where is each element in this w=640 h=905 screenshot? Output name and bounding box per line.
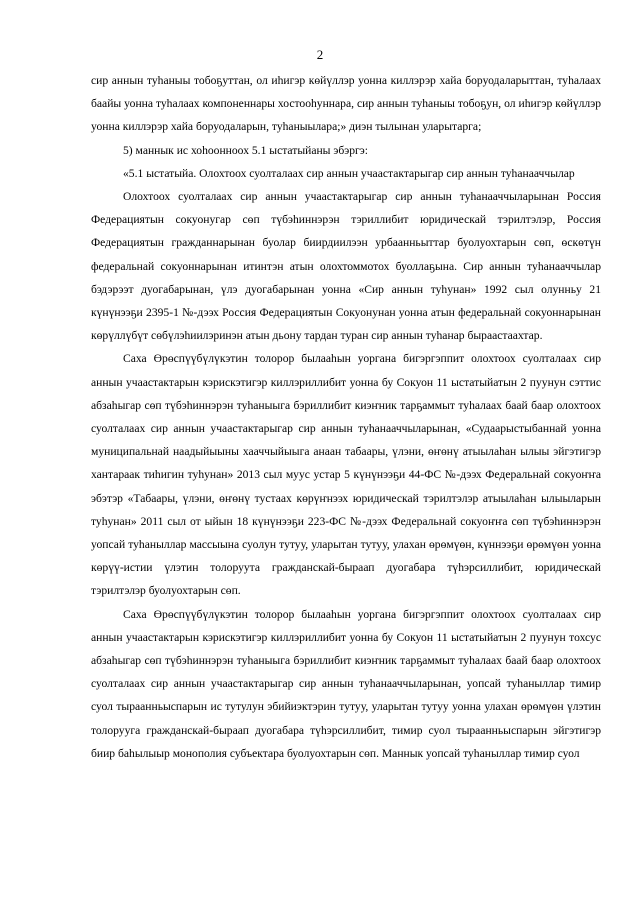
paragraph-amendment-item: 5) маннык ис хоһоонноох 5.1 ыстатыйаны эбэргэ: [123, 143, 368, 157]
document-body [91, 69, 601, 765]
paragraph-article-body-2: Саха Өрөспүүбүлүкэтин толорор былааһын уоргана бигэргэппит олохтоох суолталаах сир аннын учаастактарын кэрискэтигэр киллэриллибит уонна бу Сокуон 11 ыстатыйатын 2 пуунун сэттис абзаһыгар сөп түбэһиннэрэн туһаныыга бэриллибит киэҥник тарҕаммыт туһалаах баай баар олохтоох суолталаах сир аннын учаастактарыгар сир аннын туһанааччыларынан, «Судаарыстыбаннай уонна муниципальнай наадыйыыны хааччыйыыга анаан табаары, үлэни, өҥөнү атыылаһан ылыы эйгэтигэр хантараак тиһигин туһунан» 2013 сыл муус устар 5 күнүнээҕи 44-ФС №-дээх Федеральнай сокуоҥҥа эбэтэр «Табаары, үлэни, өҥөнү тустаах көрүҥнээх юридическай тэрилтэлэр атыылаһан ылыыларын туһунан» 2011 сыл от ыйын 18 күнүнээҕи 223-ФС №-дээх Федеральнай сокуоҥҥа сөп түбэһиннэрэн уопсай туһаныллар массыына суолун тутуу, уларытан тутуу, улахан өрөмүөн, күннээҕи өрөмүөн уонна көрүү-истии үлэтин толоруута гражданскай-быраап дуогабара түһэрсиллибит, юридическай тэрилтэлэр буолуохтарын сөп. [91, 352, 601, 598]
page-number: 2 [316, 47, 324, 62]
paragraph-article-body-1: Олохтоох суолталаах сир аннын учаастактарыгар сир аннын туһанааччыларынан Россия Федерациятын сокуонугар сөп түбэһиннэрэн тэриллибит юридическай тэрилтэлэр, Россия Федерациятын гражданнарынан буолар биирдиилээн урбаанньыттар буолуохтарын сөп, өскөтүн федеральнай сокуоннарынан итинтэн атын олохтоммотох буоллаҕына. Сир аннын туһанааччылар бэдэрээт дуогабарынан, үлэ дуогабарынан уонна «Сир аннын туһунан» 1992 сыл олунньу 21 күнүнээҕи 2395-1 №-дээх Россия Федерациятын Сокуонунан уонна атын федеральнай сокуоннарынан көрүллүбүт сөбүлэһиилэринэн атын дьону тардан туран сир аннын туһанар быраастаахтар. [91, 190, 601, 343]
paragraph-continuation: сир аннын туһаныы тобоҕуттан, ол иһигэр көйүллэр уонна киллэрэр хайа боруодаларыттан, туһалаах баайы уонна туһалаах компоненнары хостооһуннара, сир аннын туһаныы тобоҕун, ол иһигэр көйүллэр уонна киллэрэр хайа боруодаларын, туһаныылара;» диэн тылынан уларытарга; [91, 74, 601, 134]
paragraph-article-body-3: Саха Өрөспүүбүлүкэтин толорор былааһын уоргана бигэргэппит олохтоох суолталаах сир аннын учаастактарын кэрискэтигэр киллэриллибит уонна бу Сокуон 11 ыстатыйатын 2 пуунун тохсус абзаһыгар сөп түбэһиннэрэн туһаныыга бэриллибит киэҥник тарҕаммыт туһалаах баай баар олохтоох суолталаах сир аннын учаастактарыгар сир аннын туһанааччыларынан, уопсай туһаныллар тимир суол тыраанньыспарын ис тутулун эбийиэктэрин тутуу, уларытан тутуу уонна улахан өрөмүөн үлэтин толорууга гражданскай-быраап дуогабара түһэрсиллибит, тимир суол тыраанньыспарын эйгэтигэр биир баһылыыр монополия субъектара буолуохтарын сөп. Маннык уопсай туһаныллар тимир суол [91, 607, 601, 760]
paragraph-article-heading: «5.1 ыстатыйа. Олохтоох суолталаах сир аннын учаастактарыгар сир аннын туһанааччылар [123, 166, 575, 180]
